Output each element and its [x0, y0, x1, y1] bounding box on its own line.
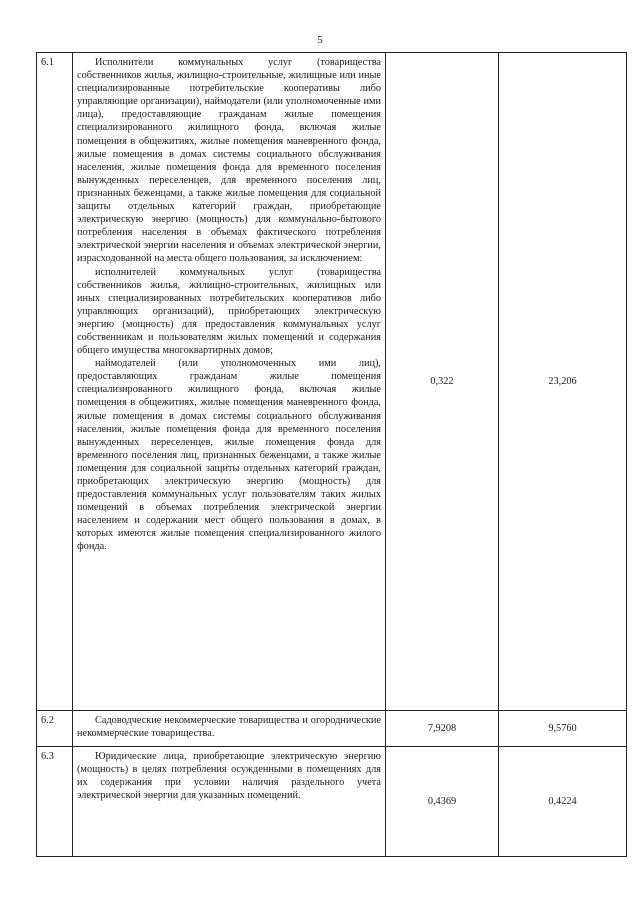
description-paragraph: наймодателей (или уполномоченных ими лиц), предоставляющих гражданам жилые помещения специализированного жилищного фонда, включая жилые помещения в общежитиях, жилые помещения маневренного фонда, жилые помещения в домах системы социального обслуживания населения, жилые помещения фонда для временного поселения вынужденных переселенцев, жилые помещения фонда для временного поселения лиц, признанных беженцами, а также жилые помещения для социальной защиты отдельных категорий граждан, приобретающих электрическую энергию (мощность) для предоставления коммунальных услуг пользователям таких жилых помещений в объемах потребления электрической энергии населением и содержания мест общего пользования в домах, в которых имеются жилые помещения специализированного жилого фонда. [77, 358, 381, 553]
page-number: 5 [317, 34, 323, 46]
rate-value-1: 0,4369 [386, 747, 499, 857]
description-paragraph: исполнителей коммунальных услуг (товарищества собственников жилья, жилищно-строительных, жилищных или иных специализированных потребительских кооперативов либо управляющих организаций), приобретающих электрическую энергию (мощность) для предоставления коммунальных услуг собственникам и пользователям жилых помещений и содержания общего имущества многоквартирных домов; [77, 266, 381, 357]
description-paragraph: Исполнители коммунальных услуг (товарищества собственников жилья, жилищно-строительные, жилищные или иные специализированные потребительские кооперативы либо управляющие организации), наймодатели (или уполномоченные ими лица), предоставляющие гражданам жилые помещения специализированного жилищного фонда, включая жилые помещения в общежитиях, жилые помещения маневренного фонда, жилые помещения в домах системы социального обслуживания населения, жилые помещения фонда для временного поселения вынужденных переселенцев, для временного поселения лиц, признанных беженцами, а также жилые помещения для социальной защиты отдельных категорий граждан, приобретающие электрическую энергию (мощность) для коммунально-бытового потребления населения в объемах фактического потребления электрической энергии населения и объемах электрической энергии, израсходованной на места общего пользования, за исключением: [77, 57, 381, 265]
row-description [73, 747, 386, 857]
rate-value-2: 9,5760 [499, 711, 627, 747]
table-row [37, 747, 627, 857]
row-description [73, 53, 386, 711]
description-paragraph: Юридические лица, приобретающие электрическую энергию (мощность) в целях потребления осужденными в помещениях для их содержания при условии наличия раздельного учета электрической энергии для указанных помещений. [77, 751, 381, 802]
rate-value-1: 0,322 [386, 53, 499, 711]
rate-value-2: 0,4224 [499, 747, 627, 857]
row-number: 6.3 [37, 747, 73, 857]
table-row [37, 53, 627, 711]
row-number: 6.2 [37, 711, 73, 747]
rate-value-1: 7,9208 [386, 711, 499, 747]
row-number: 6.1 [37, 53, 73, 711]
description-paragraph: Садоводческие некоммерческие товарищества и огороднические некоммерческие товарищества. [77, 715, 381, 740]
row-description [73, 711, 386, 747]
rate-value-2: 23,206 [499, 53, 627, 711]
tariff-table [36, 52, 627, 857]
table-row [37, 711, 627, 747]
